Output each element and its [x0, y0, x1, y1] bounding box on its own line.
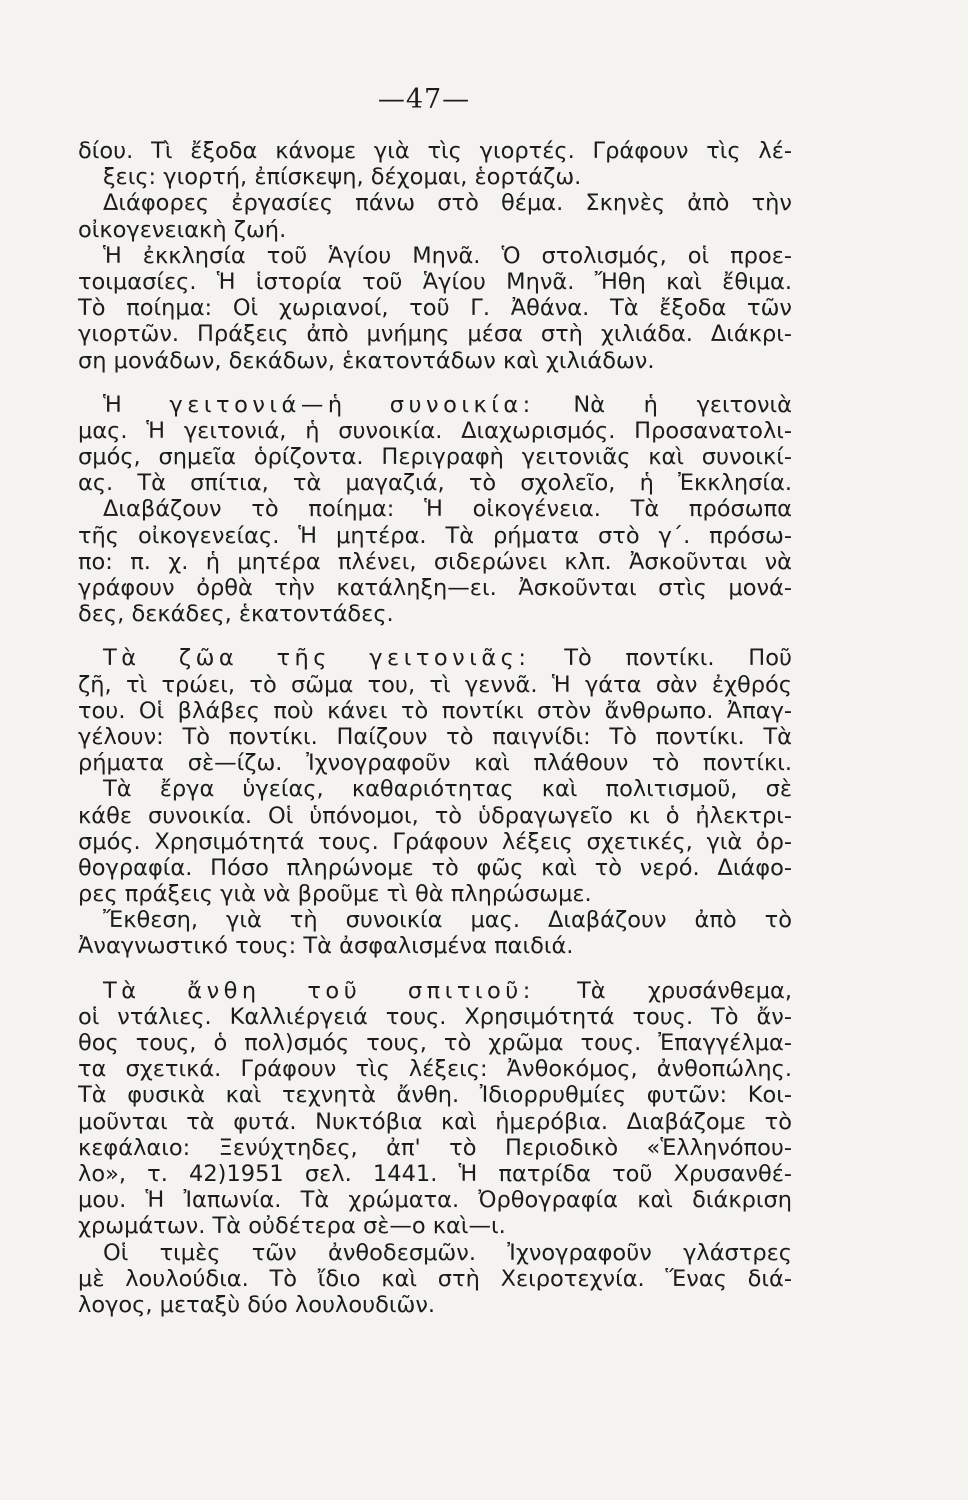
section-heading-neighborhood: Ἡ γειτονιά—ἡ συνοικία: — [103, 391, 535, 418]
section-heading-animals: Τὰ ζῶα τῆς γειτονιᾶς: — [103, 645, 531, 672]
text-line: δες, δεκάδες, ἑκατοντάδες. — [78, 601, 394, 628]
body-text — [78, 138, 792, 1318]
text-line: μας. Ἡ γειτονιά, ἡ συνοικία. Διαχωρισμός. Προσανατολι- — [78, 417, 792, 444]
text-line: Οἱ τιμὲς τῶν ἀνθοδεσμῶν. Ἰχνογραφοῦν γλάστρες — [103, 1239, 792, 1266]
text-line: μὲ λουλούδια. Τὸ ἴδιο καὶ στὴ Χειροτεχνία. Ἕνας διά- — [78, 1265, 792, 1292]
page-number: —47— — [377, 84, 471, 115]
text-line: ρες πράξεις γιὰ νὰ βροῦμε τὶ θὰ πληρώσωμε. — [78, 881, 592, 908]
text-line-rest: Νὰ ἡ γειτονιὰ — [573, 391, 792, 418]
text-line: Ἀναγνωστικό τους: Τὰ ἀσφαλισμένα παιδιά. — [78, 933, 574, 960]
text-line: μου. Ἡ Ἰαπωνία. Τὰ χρώματα. Ὀρθογραφία καὶ διάκριση — [78, 1187, 792, 1214]
text-line: θος τους, ὁ πολ)σμός τους, τὸ χρῶμα τους. Ἐπαγγέλμα- — [78, 1030, 792, 1056]
text-line: κεφάλαιο: Ξενύχτηδες, ἀπ' τὸ Περιοδικὸ «Ἑλληνόπου- — [78, 1134, 792, 1161]
text-line: Ἡ ἐκκλησία τοῦ Ἁγίου Μηνᾶ. Ὁ στολισμός, οἱ προε- — [103, 242, 792, 269]
text-line: γιορτῶν. Πράξεις ἀπὸ μνήμης μέσα στὴ χιλιάδα. Διάκρι- — [78, 321, 792, 348]
text-line: ας. Τὰ σπίτια, τὰ μαγαζιά, τὸ σχολεῖο, ἡ Ἐκκλησία. — [78, 470, 792, 497]
text-line: τοιμασίες. Ἡ ἱστορία τοῦ Ἁγίου Μηνᾶ. Ἤθη καὶ ἔθιμα. — [78, 268, 792, 295]
text-line: ση μονάδων, δεκάδων, ἑκατοντάδων καὶ χιλιάδων. — [78, 347, 655, 374]
text-line: ξεις: γιορτή, ἐπίσκεψη, δέχομαι, ἑορτάζω. — [103, 164, 582, 191]
text-line: λο», τ. 42)1951 σελ. 1441. Ἡ πατρίδα τοῦ Χρυσανθέ- — [78, 1160, 792, 1187]
section-first-line — [78, 978, 792, 1004]
section-first-line — [78, 392, 792, 418]
text-line: Διάφορες ἐργασίες πάνω στὸ θέμα. Σκηνὲς ἀπὸ τὴν — [103, 190, 792, 217]
text-line: σμός. Χρησιμότητά τους. Γράφουν λέξεις σχετικές, γιὰ ὀρ- — [78, 828, 792, 855]
text-line: τα σχετικά. Γράφουν τὶς λέξεις: Ἀνθοκόμος, ἀνθοπώλης. — [78, 1056, 792, 1083]
text-line: σμός, σημεῖα ὁρίζοντα. Περιγραφὴ γειτονιᾶς καὶ συνοικί- — [78, 444, 792, 471]
text-line: γέλουν: Τὸ ποντίκι. Παίζουν τὸ παιγνίδι: Τὸ ποντίκι. Τὰ — [78, 723, 792, 750]
text-line: θογραφία. Πόσο πληρώνομε τὸ φῶς καὶ τὸ νερό. Διάφο- — [78, 854, 792, 881]
text-line: Τὰ φυσικὰ καὶ τεχνητὰ ἄνθη. Ἰδιορρυθμίες φυτῶν: Κοι- — [78, 1082, 792, 1109]
text-line: γράφουν ὀρθὰ τὴν κατάληξη—ει. Ἀσκοῦνται στὶς μονά- — [78, 575, 792, 601]
text-line: Τὰ ἔργα ὑγείας, καθαριότητας καὶ πολιτισμοῦ, σὲ — [103, 776, 792, 803]
text-line: οἱ ντάλιες. Καλλιέργειά τους. Χρησιμότητά τους. Τὸ ἄν- — [78, 1003, 792, 1030]
text-line: χρωμάτων. Τὰ οὐδέτερα σὲ—ο καὶ—ι. — [78, 1213, 506, 1240]
text-line: πο: π. χ. ἡ μητέρα πλένει, σιδερώνει κλπ. Ἀσκοῦνται νὰ — [78, 548, 792, 575]
text-line: λογος, μεταξὺ δύο λουλουδιῶν. — [78, 1291, 436, 1318]
text-line: Διαβάζουν τὸ ποίημα: Ἡ οἰκογένεια. Τὰ πρόσωπα — [103, 496, 792, 523]
text-line: κάθε συνοικία. Οἱ ὑπόνομοι, τὸ ὑδραγωγεῖο κι ὁ ἠλεκτρι- — [78, 802, 792, 829]
text-line: ρήματα σὲ—ίζω. Ἰχνογραφοῦν καὶ πλάθουν τὸ ποντίκι. — [78, 750, 792, 777]
text-line: Ἔκθεση, γιὰ τὴ συνοικία μας. Διαβάζουν ἀπὸ τὸ — [103, 907, 792, 934]
text-line: ζῆ, τὶ τρώει, τὸ σῶμα του, τὶ γεννᾶ. Ἡ γάτα σὰν ἐχθρός — [78, 671, 792, 698]
text-line: οἰκογενειακὴ ζωή. — [78, 216, 287, 243]
text-line: δίου. Τὶ ἔξοδα κάνομε γιὰ τὶς γιορτές. Γράφουν τὶς λέ- — [78, 138, 792, 164]
text-line: τῆς οἰκογενείας. Ἡ μητέρα. Τὰ ρήματα στὸ γ΄. πρόσω- — [78, 522, 792, 549]
text-line: μοῦνται τὰ φυτά. Νυκτόβια καὶ ἡμερόβια. Διαβάζομε τὸ — [78, 1108, 792, 1135]
text-line-rest: Τὰ χρυσάνθεμα, — [577, 977, 792, 1004]
text-line: Τὸ ποίημα: Οἱ χωριανοί, τοῦ Γ. Ἀθάνα. Τὰ ἔξοδα τῶν — [78, 295, 792, 322]
section-first-line — [78, 645, 792, 671]
section-heading-flowers: Τὰ ἄνθη τοῦ σπιτιοῦ: — [103, 977, 535, 1004]
text-line: του. Οἱ βλάβες ποὺ κάνει τὸ ποντίκι στὸν ἄνθρωπο. Ἀπαγ- — [78, 697, 792, 724]
text-line-rest: Τὸ ποντίκι. Ποῦ — [564, 645, 792, 672]
